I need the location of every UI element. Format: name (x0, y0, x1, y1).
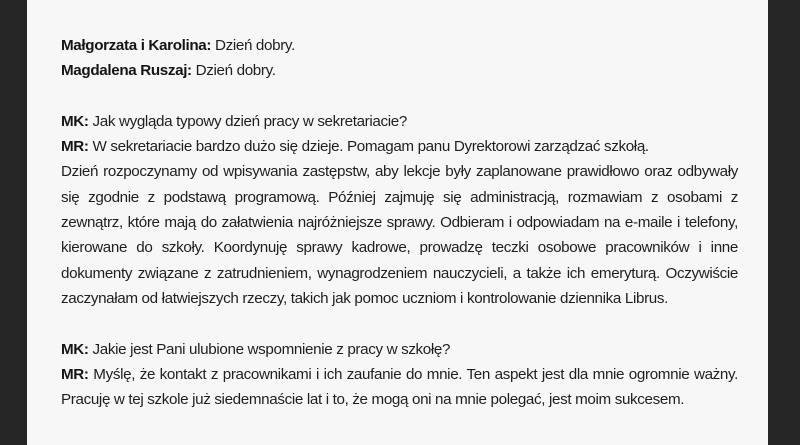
speaker-label: MK: (61, 112, 89, 130)
speaker-label: Magdalena Ruszaj: (61, 62, 192, 80)
utterance-text: Jakie jest Pani ulubione wspomnienie z pracy w szkołę? (88, 340, 451, 358)
paragraph-gap (61, 311, 738, 336)
speaker-label: MR: (61, 138, 89, 156)
document-page (27, 0, 768, 445)
speaker-label: MK: (61, 340, 89, 358)
utterance-text: Jak wygląda typowy dzień pracy w sekretariacie? (88, 112, 407, 130)
interview-text (61, 33, 738, 412)
utterance-text: Dzień dobry. (211, 37, 295, 54)
utterance-text: Dzień dobry. (191, 62, 276, 80)
answer-paragraph (61, 362, 738, 413)
utterance-text: W sekretariacie bardzo dużo się dzieje. Pomagam panu Dyrektorowi zarządzać szkołą. (88, 138, 649, 156)
speaker-label: MR: (61, 365, 89, 383)
answer-line (61, 134, 738, 159)
speaker-label: Małgorzata i Karolina: (61, 37, 212, 54)
greeting-line (61, 33, 738, 58)
greeting-line (61, 58, 738, 83)
question-line (61, 337, 738, 362)
question-line (61, 109, 738, 134)
utterance-text: Myślę, że kontakt z pracownikami i ich zaufanie do mnie. Ten aspekt jest dla mnie ogromnie ważny. Pracuję w tej szkole już siedemnaście lat i to, że mogą oni na mnie polegać, jest moim sukcesem. (61, 365, 738, 409)
answer-paragraph: Dzień rozpoczynamy od wpisywania zastępstw, aby lekcje były zaplanowane prawidłowo oraz odbywały się zgodnie z podstawą programową. Później zajmuję się administracją, rozmawiam z osobami z zewnątrz, które mają do załatwienia najróżniejsze sprawy. Odbieram i odpowiadam na e-maile i telefony, kierowane do szkoły. Koordynuję sprawy kadrowe, prowadzę teczki osobowe pracowników i inne dokumenty związane z zatrudnieniem, wynagrodzeniem nauczycieli, a także ich emeryturą. Oczywiście zaczynałam od łatwiejszych rzeczy, takich jak pomoc uczniom i kontrolowanie dziennika Librus. (61, 163, 738, 307)
paragraph-gap (61, 84, 738, 109)
